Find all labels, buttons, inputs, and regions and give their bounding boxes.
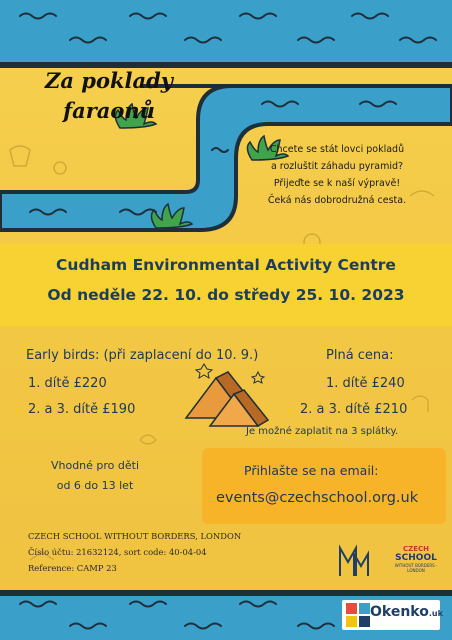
footer-reference: Reference: CAMP 23 [28,563,117,573]
czech-school-logo [392,545,440,579]
age-info [30,456,160,496]
okenko-window-icon [345,602,371,628]
registration-box [202,448,446,524]
early-birds-title: Early birds: (při zaplacení do 10. 9.) [26,348,259,363]
poster-title [14,66,204,126]
msmt-logo-icon [338,544,372,578]
intro-line-2: a rozluštit záhadu pyramid? [270,161,404,172]
early-price-2: 2. a 3. dítě £190 [28,402,136,417]
full-price-1: 1. dítě £240 [326,376,405,391]
title-line-2: faraonů [63,98,155,123]
event-venue: Cudham Environmental Activity Centre [56,256,396,274]
event-dates: Od neděle 22. 10. do středy 25. 10. 2023 [47,286,405,304]
footer-account: Číslo účtu: 21632124, sort code: 40-04-04 [28,547,207,557]
registration-label: Přihlašte se na email: [244,463,379,478]
registration-email[interactable]: events@czechschool.org.uk [216,490,419,506]
okenko-name: Okenko [370,604,429,620]
full-price-2: 2. a 3. dítě £210 [300,402,408,417]
okenko-suffix: .uk [428,609,443,618]
age-line-1: Vhodné pro děti [50,459,140,472]
installments-note: Je možné zaplatit na 3 splátky. [246,426,399,437]
early-price-1: 1. dítě £220 [28,376,107,391]
full-price-title: Plná cena: [326,348,394,363]
intro-text [236,141,438,209]
age-line-2: od 6 do 13 let [56,479,134,492]
czech-logo-bottom: WITHOUT BORDERS · LONDON [394,563,438,573]
intro-line-4: Čeká nás dobrodružná cesta. [267,195,407,206]
okenko-wordmark [370,604,443,620]
intro-line-1: Chcete se stát lovci pokladů [269,144,405,155]
czech-logo-mid: SCHOOL [395,553,437,563]
title-line-1: Za poklady [45,68,173,93]
czech-logo-top: CZECH [403,545,429,553]
intro-line-3: Přijeďte se k naší výpravě! [273,178,401,189]
footer-org: CZECH SCHOOL WITHOUT BORDERS, LONDON [28,531,242,541]
msmt-logo [338,544,372,578]
